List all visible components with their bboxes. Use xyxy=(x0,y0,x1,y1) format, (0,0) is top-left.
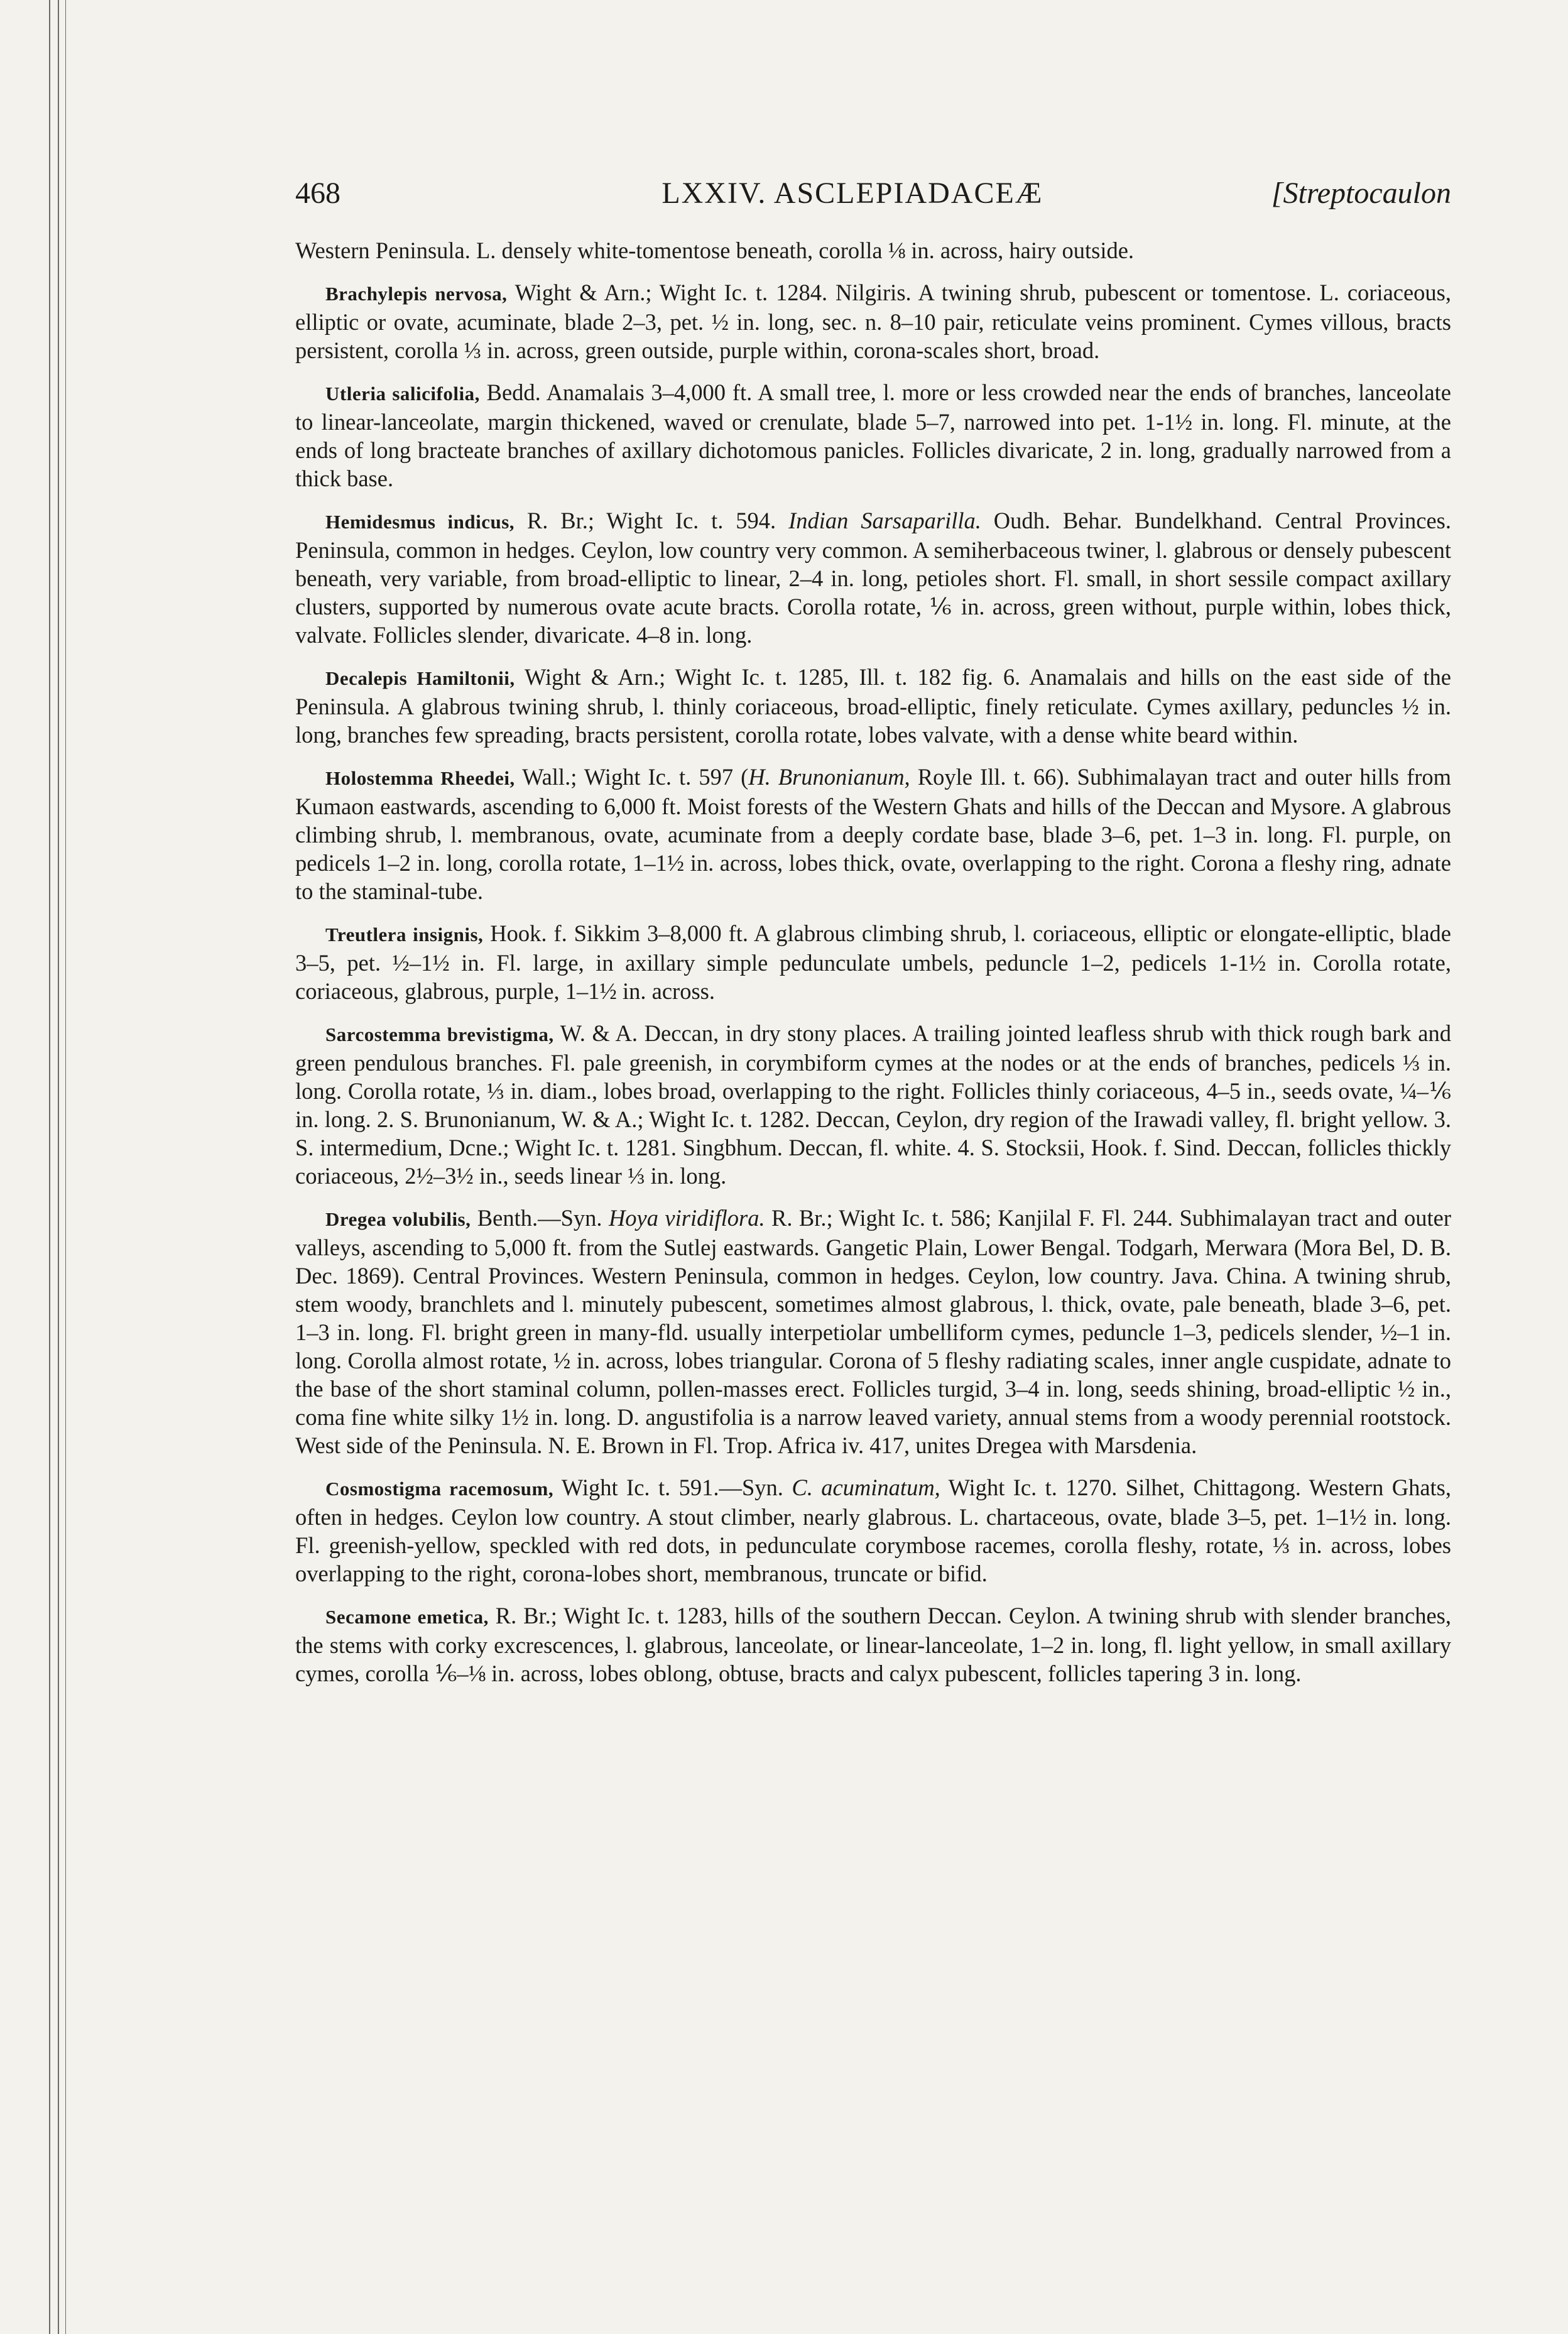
species-name: Dregea volubilis, xyxy=(325,1208,471,1230)
running-head: [Streptocaulon xyxy=(1271,177,1451,210)
entry-text: Wight & Arn.; Wight Ic. t. 1284. Nilgiris. A twining shrub, pubescent or tomentose. L. coriaceous, elliptic or ovate, acuminate, blade 2–3, pet. ½ in. long, sec. n. 8–10 pair, reticulate veins prominent. Cymes villous, bracts persistent, corolla ⅓ in. across, green outside, purple within, corona-scales short, broad. xyxy=(295,280,1452,363)
entry-text: Oudh. Behar. Bundelkhand. Central Provinces. Peninsula, common in hedges. Ceylon, low country very common. A semiherbaceous twiner, l. glabrous or densely pubescent beneath, very variable, from broad-elliptic to linear, 2–4 in. long, petioles short. Fl. small, in short sessile compact axillary clusters, supported by numerous ovate acute bracts. Corolla rotate, ⅙ in. across, green without, purple within, lobes thick, valvate. Follicles slender, divaricate. 4–8 in. long. xyxy=(295,508,1451,648)
entry-dregea xyxy=(295,1204,1451,1459)
species-name: Utleria salicifolia, xyxy=(325,383,480,405)
species-name: Decalepis Hamiltonii, xyxy=(325,667,515,689)
entry-text: Wight Ic. t. 1270. Silhet, Chittagong. Western Ghats, often in hedges. Ceylon low country. A stout climber, nearly glabrous. L. chartaceous, ovate, blade 3–5, pet. 1–1½ in. long. Fl. greenish-yellow, speckled with red dots, in pedunculate corymbose racemes, corolla fleshy, rotate, ⅓ in. across, lobes overlapping to the right, corona-lobes short, membranous, truncate or bifid. xyxy=(295,1475,1452,1586)
entry-utleria xyxy=(295,378,1451,493)
entry-cosmostigma xyxy=(295,1473,1451,1588)
entry-text: Bedd. Anamalais 3–4,000 ft. A small tree, l. more or less crowded near the ends of branches, lanceolate to linear-lanceolate, margin thickened, waved or crenulate, blade 5–7, narrowed into pet. 1-1½ in. long. Fl. minute, at the ends of long bracteate branches of axillary dichotomous panicles. Follicles divaricate, 2 in. long, gradually narrowed from a thick base. xyxy=(295,379,1452,491)
binding-line xyxy=(49,0,50,2334)
entry-text: R. Br.; Wight Ic. t. 586; Kanjilal F. Fl. 244. Subhimalayan tract and outer valleys, ascending to 5,000 ft. from the Sutlej eastwards. Gangetic Plain, Lower Bengal. Todgarh, Merwara (Mora Bel, D. B. Dec. 1869). Central Provinces. Western Peninsula, common in hedges. Ceylon, low country. Java. China. A twining shrub, stem woody, branchlets and l. minutely pubescent, sometimes almost glabrous, l. thick, ovate, pale beneath, blade 3–6, pet. 1–3 in. long. Fl. bright green in many-fld. usually interpetiolar umbelliform cymes, peduncle 1–3, pedicels slender, ½–1 in. long. Corolla almost rotate, ½ in. across, lobes triangular. Corona of 5 fleshy radiating scales, inner angle cuspidate, adnate to the base of the short staminal column, pollen-masses erect. Follicles turgid, 3–4 in. long, seeds shining, broad-elliptic ½ in., coma fine white silky 1½ in. long. D. angustifolia is a narrow leaved variety, annual stems from a woody perennial rootstock. West side of the Peninsula. N. E. Brown in Fl. Trop. Africa iv. 417, unites Dregea with Marsdenia. xyxy=(295,1205,1452,1458)
entry-sarcostemma xyxy=(295,1019,1451,1190)
entry-decalepis xyxy=(295,663,1451,749)
synonym: Hoya viridiflora. xyxy=(608,1205,765,1231)
species-name: Secamone emetica, xyxy=(325,1606,489,1628)
binding-line xyxy=(65,0,66,2334)
entry-treutlera xyxy=(295,919,1451,1005)
page-header xyxy=(295,176,1451,236)
species-name: Holostemma Rheedei, xyxy=(325,767,515,789)
entry-continuation xyxy=(295,236,1451,264)
synonym: C. acuminatum, xyxy=(792,1475,940,1500)
page xyxy=(295,176,1451,1688)
entry-hemidesmus xyxy=(295,506,1451,649)
page-number: 468 xyxy=(295,177,340,210)
entry-text: Western Peninsula. L. densely white-tomentose beneath, corolla ⅛ in. across, hairy outside. xyxy=(295,237,1135,263)
species-name: Hemidesmus indicus, xyxy=(325,511,515,533)
entry-text-lead: R. Br.; Wight Ic. t. 594. xyxy=(526,508,776,533)
entry-brachylepis xyxy=(295,278,1451,364)
species-name: Sarcostemma brevistigma, xyxy=(325,1023,554,1045)
entry-text-lead: Wight Ic. t. 591.—Syn. xyxy=(561,1475,783,1500)
species-name: Treutlera insignis, xyxy=(325,924,484,946)
entry-secamone xyxy=(295,1601,1451,1688)
binding-line xyxy=(58,0,59,2334)
entry-text: Royle Ill. t. 66). Subhimalayan tract and outer hills from Kumaon eastwards, ascending to 6,000 ft. Moist forests of the Western Ghats and hills of the Deccan and Mysore. A glabrous climbing shrub, l. membranous, ovate, acuminate from a deeply cordate base, blade 3–6, pet. 1–3 in. long. Fl. purple, on pedicels 1–2 in. long, corolla rotate, 1–1½ in. across, lobes thick, ovate, overlapping to the right. Corona a fleshy ring, adnate to the staminal-tube. xyxy=(295,764,1452,904)
entry-text: W. & A. Deccan, in dry stony places. A trailing jointed leafless shrub with thick rough bark and green pendulous branches. Fl. pale greenish, in corymbiform cymes at the nodes or at the ends of branches, pedicels ⅓ in. long. Corolla rotate, ⅓ in. diam., lobes broad, overlapping to the right. Follicles thinly coriaceous, 4–5 in., seeds ovate, ¼–⅙ in. long. 2. S. Brunonianum, W. & A.; Wight Ic. t. 1282. Deccan, Ceylon, dry region of the Irawadi valley, fl. bright yellow. 3. S. intermedium, Dcne.; Wight Ic. t. 1281. Singbhum. Deccan, fl. white. 4. S. Stocksii, Hook. f. Sind. Deccan, follicles thickly coriaceous, 2½–3½ in., seeds linear ⅓ in. long. xyxy=(295,1020,1451,1189)
chapter-title: LXXIV. ASCLEPIADACEÆ xyxy=(662,177,1043,210)
entry-holostemma xyxy=(295,763,1451,905)
common-name: Indian Sarsaparilla. xyxy=(788,508,981,533)
entry-text: Hook. f. Sikkim 3–8,000 ft. A glabrous climbing shrub, l. coriaceous, elliptic or elongate-elliptic, blade 3–5, pet. ½–1½ in. Fl. large, in axillary simple pedunculate umbels, peduncle 1–2, pedicels 1-1½ in. Corolla rotate, coriaceous, glabrous, purple, 1–1½ in. across. xyxy=(295,920,1452,1004)
entry-text: R. Br.; Wight Ic. t. 1283, hills of the southern Deccan. Ceylon. A twining shrub with slender branches, the stems with corky excrescences, l. glabrous, lanceolate, or linear-lanceolate, 1–2 in. long, fl. light yellow, in small axillary cymes, corolla ⅙–⅛ in. across, lobes oblong, obtuse, bracts and calyx pubescent, follicles tapering 3 in. long. xyxy=(295,1603,1451,1686)
synonym: H. Brunonianum, xyxy=(748,764,910,790)
entry-text: Wight & Arn.; Wight Ic. t. 1285, Ill. t. 182 fig. 6. Anamalais and hills on the east side of the Peninsula. A glabrous twining shrub, l. thinly coriaceous, broad-elliptic, finely reticulate. Cymes axillary, peduncles ½ in. long, branches few spreading, bracts persistent, corolla rotate, lobes valvate, with a dense white beard within. xyxy=(295,664,1451,748)
species-name: Brachylepis nervosa, xyxy=(325,283,508,305)
entry-text-lead: Wall.; Wight Ic. t. 597 ( xyxy=(522,764,749,790)
entry-text-lead: Benth.—Syn. xyxy=(477,1205,602,1231)
species-name: Cosmostigma racemosum, xyxy=(325,1478,554,1500)
